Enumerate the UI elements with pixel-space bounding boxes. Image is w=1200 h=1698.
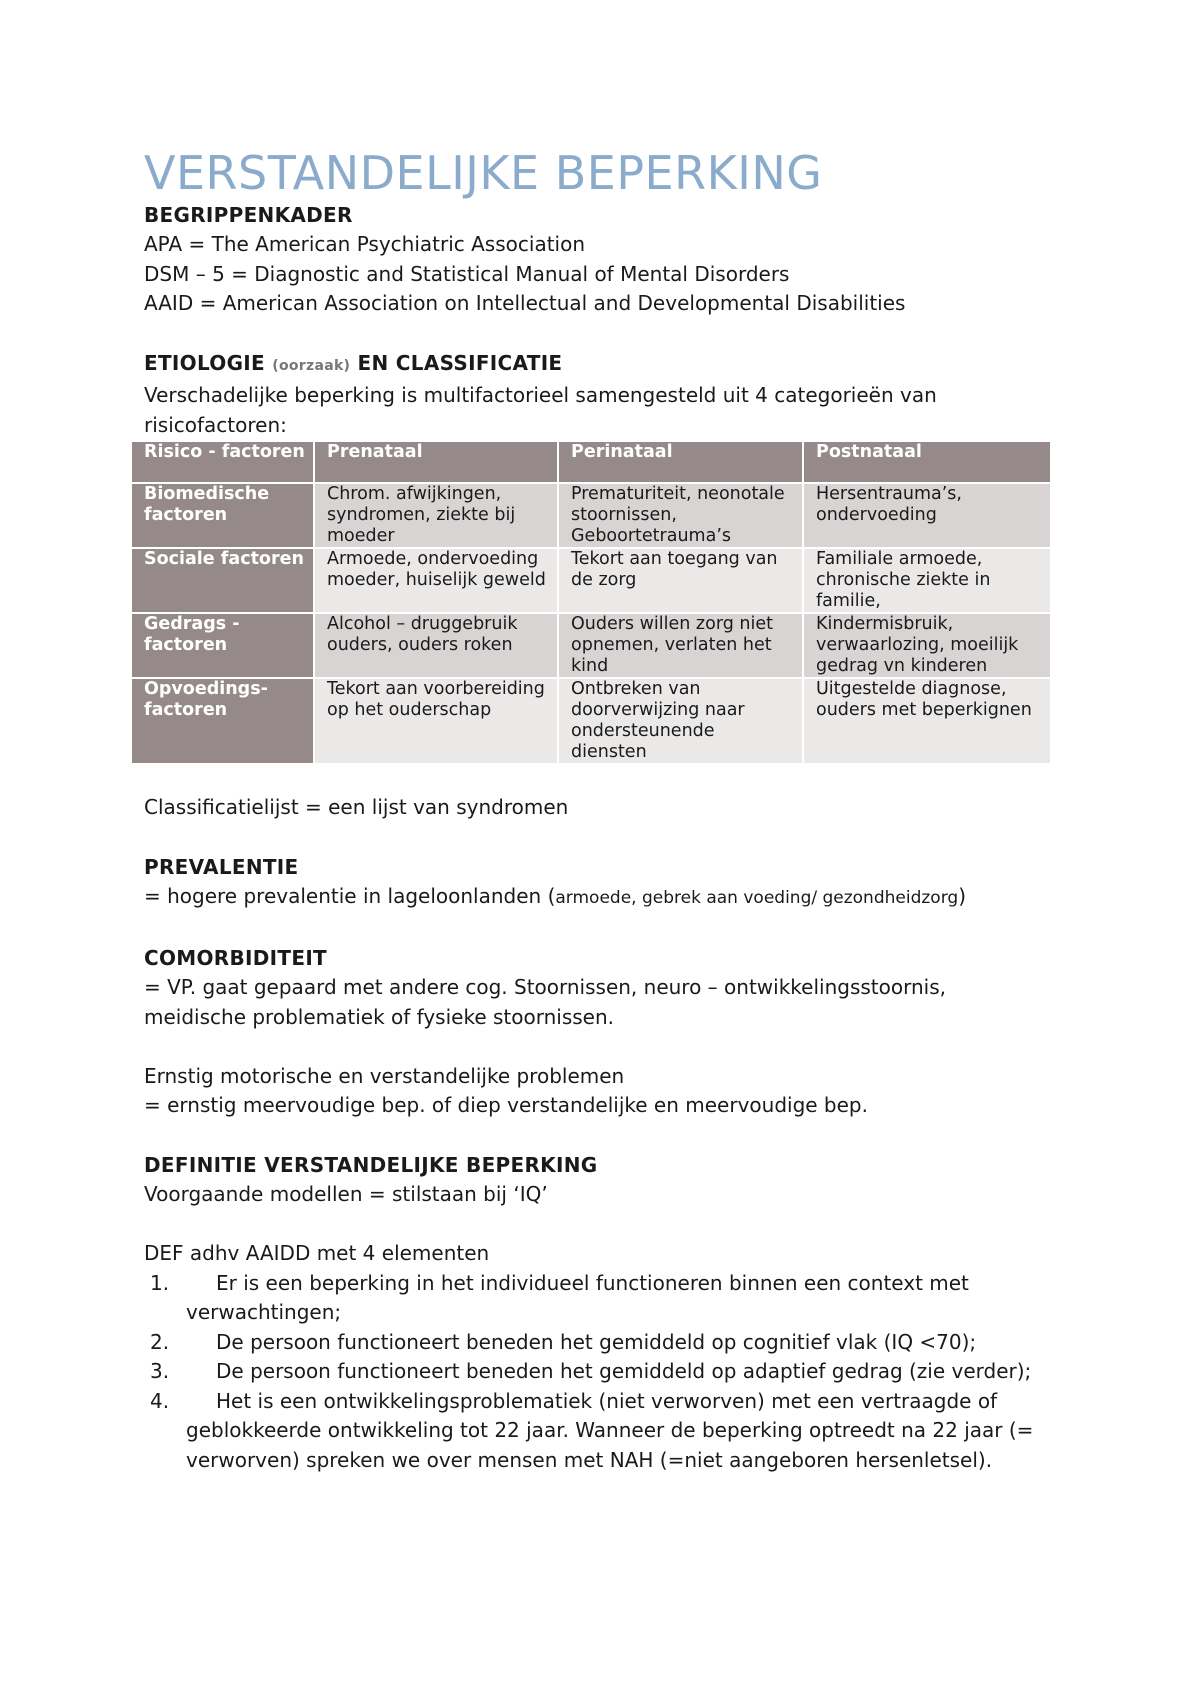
- spacer: [144, 823, 1064, 853]
- row-label: Gedrags - factoren: [132, 614, 315, 679]
- list-text: Er is een beperking in het individueel functioneren binnen een context met verwachtingen;: [186, 1270, 969, 1324]
- spacer: [144, 914, 1064, 944]
- row-label: Sociale factoren: [132, 549, 315, 614]
- comorbiditeit-line: Ernstig motorische en verstandelijke problemen: [144, 1063, 625, 1088]
- table-cell: Familiale armoede, chronische ziekte in familie,: [804, 549, 1052, 614]
- spacer: [144, 1210, 1064, 1240]
- definition-aaid: AAID = American Association on Intellectual and Developmental Disabilities: [144, 291, 906, 315]
- spacer: [144, 319, 1064, 349]
- list-text: De persoon functioneert beneden het gemiddeld op adaptief gedrag (zie verder);: [216, 1359, 1032, 1383]
- table-cell: Kindermisbruik, verwaarlozing, moeilijk gedrag vn kinderen: [804, 614, 1052, 679]
- spacer: [144, 1032, 1064, 1062]
- definition-dsm: DSM – 5 = Diagnostic and Statistical Manual of Mental Disorders: [144, 261, 790, 286]
- row-label: Biomedische factoren: [132, 484, 315, 549]
- table-header-cell: Risico - factoren: [132, 442, 315, 484]
- table-cell: Prematuriteit, neonotale stoornissen, Geboortetrauma’s: [559, 484, 804, 549]
- table-cell: Hersentrauma’s, ondervoeding: [804, 484, 1052, 549]
- list-item: [144, 1357, 1064, 1387]
- etiologie-intro: Verschadelijke beperking is multifactorieel samengesteld uit 4 categorieën van risicofactoren:: [144, 383, 937, 437]
- table-cell: Uitgestelde diagnose, ouders met beperkignen: [804, 679, 1052, 765]
- section-heading-begrippenkader: BEGRIPPENKADER: [144, 203, 353, 227]
- table-header-cell: Postnataal: [804, 442, 1052, 484]
- spacer: [144, 1121, 1064, 1151]
- table-header-row: [132, 442, 1052, 484]
- heading-part: EN CLASSIFICATIE: [350, 351, 563, 375]
- list-number: 2.: [150, 1329, 170, 1354]
- table-cell: Chrom. afwijkingen, syndromen, ziekte bij moeder: [315, 484, 559, 549]
- prevalentie-text: = hogere prevalentie in lageloonlanden (: [144, 884, 556, 908]
- spacer: [144, 765, 1064, 793]
- document-content: [144, 146, 1064, 1475]
- definitie-line: DEF adhv AAIDD met 4 elementen: [144, 1241, 490, 1265]
- list-number: 4.: [150, 1388, 170, 1413]
- prevalentie-text-end: ): [958, 884, 966, 908]
- classificatie-line: Classificatielijst = een lijst van syndromen: [144, 795, 569, 819]
- list-item: [144, 1387, 1064, 1476]
- prevalentie-line: [144, 882, 1064, 914]
- table-header-cell: Prenataal: [315, 442, 559, 484]
- comorbiditeit-line: = ernstig meervoudige bep. of diep verstandelijke en meervoudige bep.: [144, 1093, 868, 1117]
- section-heading-comorbiditeit: COMORBIDITEIT: [144, 946, 328, 970]
- table-cell: Ouders willen zorg niet opnemen, verlaten het kind: [559, 614, 804, 679]
- list-item: [144, 1328, 1064, 1358]
- list-item: [144, 1269, 1064, 1328]
- row-label: Opvoedings- factoren: [132, 679, 315, 765]
- table-cell: Ontbreken van doorverwijzing naar ondersteunende diensten: [559, 679, 804, 765]
- comorbiditeit-line: meidische problematiek of fysieke stoornissen.: [144, 1004, 614, 1029]
- definition-list: [144, 1269, 1064, 1476]
- heading-part: ETIOLOGIE: [144, 351, 273, 375]
- section-heading-definitie: DEFINITIE VERSTANDELIJKE BEPERKING: [144, 1153, 598, 1177]
- section-heading-prevalentie: PREVALENTIE: [144, 855, 299, 879]
- prevalentie-note: armoede, gebrek aan voeding/ gezondheidzorg: [555, 888, 959, 908]
- heading-note: (oorzaak): [272, 358, 351, 374]
- risk-factor-table: [132, 442, 1052, 765]
- table-cell: Tekort aan voorbereiding op het ouderschap: [315, 679, 559, 765]
- table-cell: Alcohol – druggebruik ouders, ouders roken: [315, 614, 559, 679]
- table-row: [132, 484, 1052, 549]
- list-text: Het is een ontwikkelingsproblematiek (niet verworven) met een vertraagde of geblokkeerde ontwikkeling tot 22 jaar. Wanneer de beperking optreedt na 22 jaar (= verworven) spreken we over mensen met NAH (=niet aangeboren hersenletsel).: [186, 1388, 1034, 1472]
- comorbiditeit-line: = VP. gaat gepaard met andere cog. Stoornissen, neuro – ontwikkelingsstoornis,: [144, 975, 946, 999]
- definition-apa: APA = The American Psychiatric Association: [144, 232, 586, 256]
- section-heading-etiologie: [144, 348, 1064, 381]
- table-row: [132, 549, 1052, 614]
- list-number: 3.: [150, 1359, 170, 1383]
- list-text: De persoon functioneert beneden het gemiddeld op cognitief vlak (IQ <70);: [216, 1329, 977, 1354]
- list-number: 1.: [150, 1270, 170, 1295]
- table-cell: Armoede, ondervoeding moeder, huiselijk geweld: [315, 549, 559, 614]
- table-cell: Tekort aan toegang van de zorg: [559, 549, 804, 614]
- table-row: [132, 679, 1052, 765]
- table-row: [132, 614, 1052, 679]
- document-title: VERSTANDELIJKE BEPERKING: [144, 146, 823, 200]
- definitie-line: Voorgaande modellen = stilstaan bij ‘IQ’: [144, 1182, 548, 1206]
- table-header-cell: Perinataal: [559, 442, 804, 484]
